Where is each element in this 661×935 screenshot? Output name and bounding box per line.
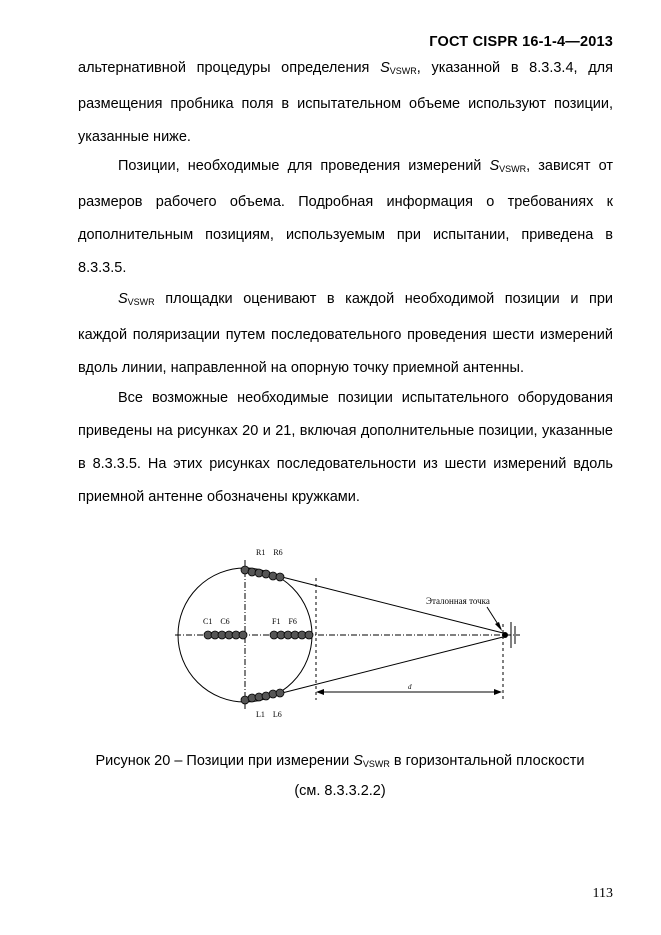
- distance-arrowhead-right: [494, 689, 502, 695]
- label-f: F1 F6: [272, 617, 297, 626]
- label-r: R1 R6: [256, 548, 283, 557]
- reference-point: [502, 632, 508, 638]
- caption-subscript: VSWR: [362, 759, 390, 769]
- paragraph-3-subscript: VSWR: [127, 297, 155, 307]
- paragraph-1-text: альтернативной процедуры определения S: [78, 60, 390, 76]
- position-c6: [239, 631, 247, 639]
- position-r6: [276, 573, 284, 581]
- paragraph-4: Все возможные необходимые позиции испытательного оборудования приведены на рисунках 20 и 21, включая дополнительные позиции, указанные в 8.3.3.5. На этих рисунках последовательности из шести измерений вдоль приемной антенне обозначены кружками.: [78, 390, 613, 505]
- caption-text: Рисунок 20 – Позиции при измерении S: [95, 753, 363, 769]
- label-c: C1 C6: [203, 617, 230, 626]
- lower-converging-line: [282, 637, 503, 693]
- paragraph-1-subscript: VSWR: [389, 66, 417, 76]
- caption-text-tail: в горизонтальной плоскости: [389, 753, 585, 769]
- distance-arrowhead-left: [316, 689, 324, 695]
- caption-reference: (см. 8.3.3.2.2): [294, 783, 386, 799]
- label-l: L1 L6: [256, 710, 282, 719]
- paragraph-2-text: Позиции, необходимые для проведения измерений S: [118, 158, 500, 174]
- figure-caption: [60, 748, 620, 805]
- pointer-arrowhead: [495, 622, 502, 631]
- page-number: 113: [592, 886, 613, 901]
- document-header: ГОСТ CISPR 16-1-4—2013: [429, 34, 613, 50]
- label-distance: d: [408, 683, 412, 691]
- paragraph-2-subscript: VSWR: [499, 164, 527, 174]
- paragraph-2-tail: , зависят от размеров рабочего объема. Подробная информация о требованиях к дополнительным позициям, используемым при испытании, приведена в 8.3.3.5.: [78, 158, 613, 276]
- paragraph-3-text: S: [118, 291, 128, 307]
- paragraph-1-tail: , указанной в 8.3.3.4, для размещения пробника поля в испытательном объеме используют позиции, указанные ниже.: [78, 60, 613, 145]
- label-reference-point: Эталонная точка: [426, 596, 490, 606]
- paragraph-3-tail: площадки оценивают в каждой необходимой позиции и при каждой поляризации путем последовательного проведения шести измерений вдоль линии, направленной на опорную точку приемной антенны.: [78, 291, 613, 376]
- position-l6: [276, 689, 284, 697]
- position-f6: [305, 631, 313, 639]
